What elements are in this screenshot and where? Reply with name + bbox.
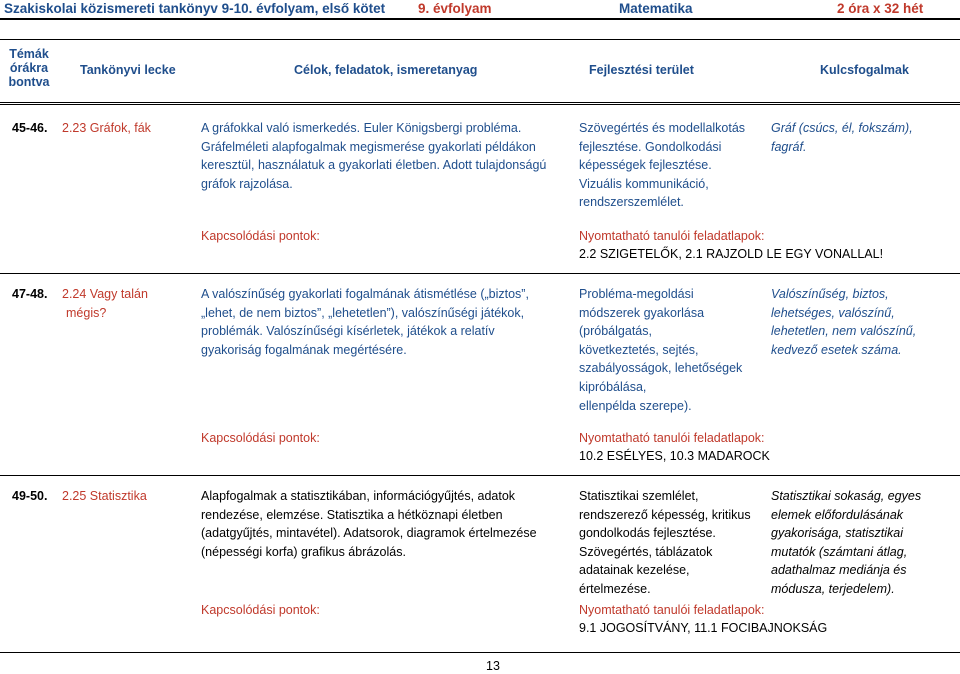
row-goals: A gráfokkal való ismerkedés. Euler Königsbergi probléma. Gráfelméleti alapfogalmak megismerése gyakorlati példákon keresztül, használatuk a gyakorlati életben. Adott tulajdonságú gráfok rajzolása. bbox=[201, 121, 547, 191]
worksheets-label: Nyomtatható tanulói feladatlapok: bbox=[579, 603, 765, 617]
row-development: Statisztikai szemlélet, rendszerező képesség, kritikus gondolkodás fejlesztése. Szövegértés, táblázatok adatainak kezelése, értelmezése. bbox=[579, 489, 751, 596]
connection-points-label: Kapcsolódási pontok: bbox=[201, 229, 320, 243]
row-development: Szövegértés és modellalkotás fejlesztése. Gondolkodási képességek fejlesztése. Vizuális kommunikáció, rendszerszemlélet. bbox=[579, 121, 746, 210]
hours-label: 2 óra x 32 hét bbox=[837, 1, 924, 16]
row-keywords: Valószínűség, biztos, lehetséges, valószínű, lehetetlen, nem valószínű, kedvező esetek száma. bbox=[771, 287, 917, 357]
connection-points-label: Kapcsolódási pontok: bbox=[201, 431, 320, 445]
row-hours: 47-48. bbox=[12, 287, 48, 301]
col-header-development: Fejlesztési terület bbox=[589, 63, 694, 77]
row-keywords: Statisztikai sokaság, egyes elemek előfordulásának gyakorisága, statisztikai mutatók (számtani átlag, adathalmaz mediánja és módusza, terjedelem). bbox=[771, 489, 922, 596]
row-hours: 49-50. bbox=[12, 489, 48, 503]
worksheets-label: Nyomtatható tanulói feladatlapok: bbox=[579, 431, 765, 445]
col-header-lesson: Tankönyvi lecke bbox=[80, 63, 176, 77]
row-lesson: 2.24 Vagy talán mégis? bbox=[62, 287, 148, 320]
row-goals: A valószínűség gyakorlati fogalmának átismétlése („biztos”, „lehet, de nem biztos”, „lehetetlen”), valószínűségi játékok, problémák. Valószínűségi kísérletek, játékok a relatív gyakoriság fogalmának megértésére. bbox=[201, 287, 529, 357]
row-lesson: 2.23 Gráfok, fák bbox=[62, 121, 151, 135]
row-hours: 45-46. bbox=[12, 121, 48, 135]
connection-points-label: Kapcsolódási pontok: bbox=[201, 603, 320, 617]
col-header-topics: Témák órákra bontva bbox=[8, 47, 50, 89]
worksheets-list: 2.2 SZIGETELŐK, 2.1 RAJZOLD LE EGY VONALLAL! bbox=[579, 247, 884, 261]
row-divider bbox=[0, 652, 960, 653]
col-header-goals: Célok, feladatok, ismeretanyag bbox=[294, 63, 478, 77]
worksheets-label: Nyomtatható tanulói feladatlapok: bbox=[579, 229, 765, 243]
book-title: Szakiskolai közismereti tankönyv 9-10. évfolyam, első kötet bbox=[4, 1, 386, 16]
grade-label: 9. évfolyam bbox=[418, 1, 492, 16]
row-keywords: Gráf (csúcs, él, fokszám), fagráf. bbox=[771, 121, 913, 154]
header-bar bbox=[0, 0, 960, 20]
page-number: 13 bbox=[486, 659, 500, 673]
worksheets-list: 9.1 JOGOSÍTVÁNY, 11.1 FOCIBAJNOKSÁG bbox=[579, 621, 828, 635]
worksheets-list: 10.2 ESÉLYES, 10.3 MADAROCK bbox=[579, 449, 770, 463]
row-divider bbox=[0, 475, 960, 476]
row-divider bbox=[0, 273, 960, 274]
row-lesson: 2.25 Statisztika bbox=[62, 489, 147, 503]
col-header-keywords: Kulcsfogalmak bbox=[820, 63, 909, 77]
subject-label: Matematika bbox=[619, 1, 693, 16]
row-goals: Alapfogalmak a statisztikában, információgyűjtés, adatok rendezése, elemzése. Statisztika a hétköznapi életben (adatgyűjtés, mintavétel). Adatsorok, diagramok értelmezése (népességi korfa) grafikus ábrázolás. bbox=[201, 489, 537, 559]
row-development: Probléma-megoldási módszerek gyakorlása (próbálgatás, következtetés, sejtés, szabályosságok, lehetőségek kipróbálása, ellenpélda szerepe). bbox=[579, 287, 743, 413]
table-header bbox=[0, 39, 960, 105]
